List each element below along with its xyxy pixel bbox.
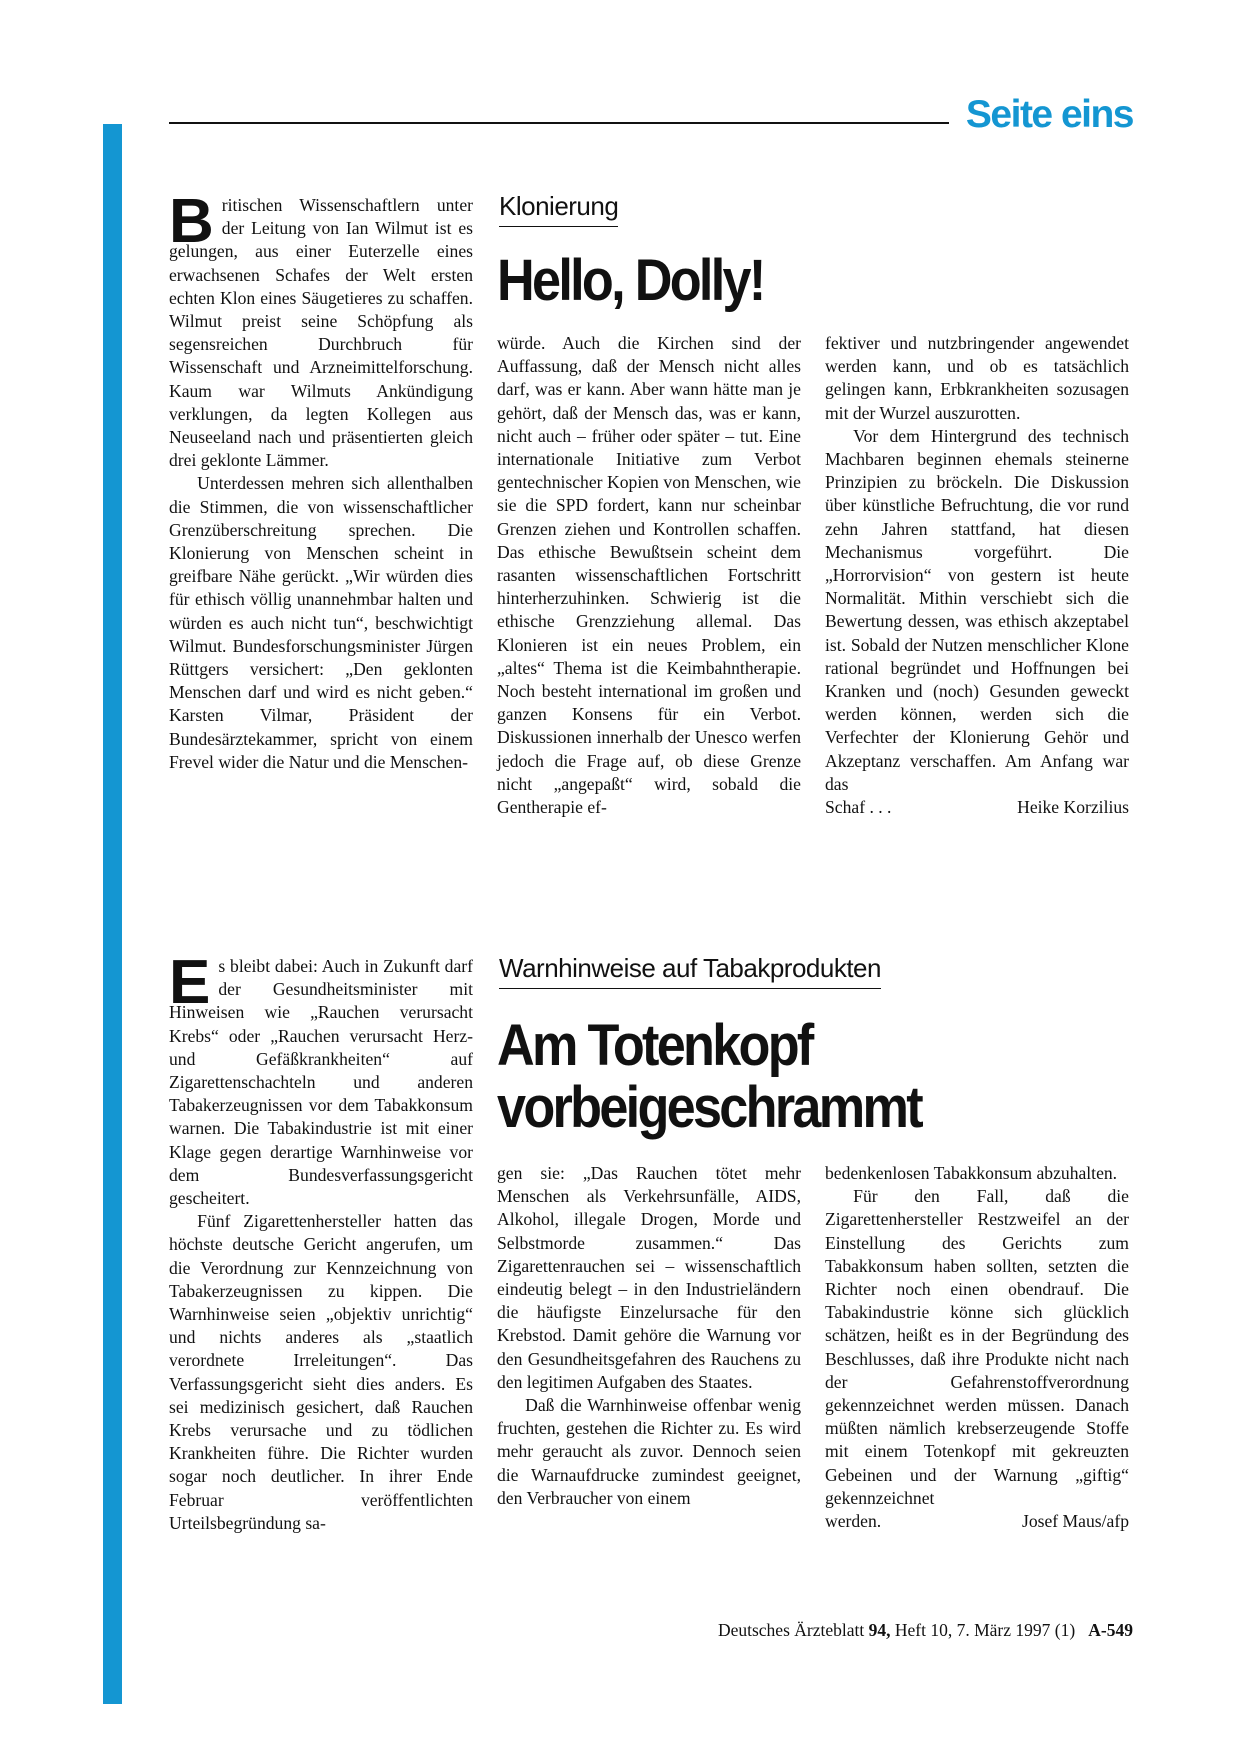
article-kicker: Klonierung — [499, 190, 618, 227]
closing-text: Schaf . . . — [825, 797, 892, 818]
paragraph: Für den Fall, daß die Zigarettenhersteller Restzweifel an der Einstellung des Gerichts zum Tabakkonsum haben sollten, setzten die Richter noch einen obendrauf. Die Tabakindustrie könne sich glücklich schätzen, heißt es in der Begründung des Beschlusses, daß ihre Produkte nicht nach der Gefahrenstoffverordnung gekennzeichnet werden müssen. Danach müßten nämlich krebserzeugende Stoffe mit einem Totenkopf mit gekreuzten Gebeinen und der Warnung „giftig“ gekennzeichnet — [825, 1186, 1129, 1508]
article-headline — [497, 1015, 921, 1139]
paragraph — [169, 948, 473, 1210]
page-footer — [718, 1620, 1133, 1641]
headline-line-1: Am Totenkopf — [497, 1013, 812, 1078]
accent-side-bar — [103, 124, 122, 1704]
paragraph — [169, 187, 473, 472]
article-column-2 — [497, 1162, 801, 1510]
dropcap: E — [169, 948, 211, 1017]
paragraph: Daß die Warnhinweise offenbar wenig fruchten, gestehen die Richter zu. Es wird mehr geraucht als zuvor. Dennoch seien die Warnaufdrucke zumindest geeignet, den Verbraucher von einem — [497, 1395, 801, 1508]
article-column-1 — [169, 948, 473, 1535]
issue-date: Heft 10, 7. März 1997 (1) — [894, 1620, 1076, 1640]
paragraph: gen sie: „Das Rauchen tötet mehr Menschen als Verkehrsunfälle, AIDS, Alkohol, illegale Drogen, Morde und Selbstmorde zusammen.“ Das Zigarettenrauchen sei – wissenschaftlich eindeutig belegt – in den Industrieländern die häufigste Einzelursache für den Krebstod. Damit gehöre die Warnung vor den Gesundheitsgefahren des Rauchens zu den legitimen Aufgaben des Staates. — [497, 1163, 801, 1392]
article-headline: Hello, Dolly! — [497, 248, 764, 313]
page-number: A-549 — [1088, 1620, 1133, 1640]
paragraph: würde. Auch die Kirchen sind der Auffassung, daß der Mensch nicht alles darf, was er kann. Aber wann hätte man je gehört, daß der Mensch das, was er kann, nicht auch – früher oder später – tut. Eine internationale Initiative zum Verbot gentechnischer Kopien von Menschen, wie sie die SPD fordert, kann nur scheinbar Grenzen ziehen und Kontrollen schaffen. Das ethische Bewußtsein scheint dem rasanten wissenschaftlichen Fortschritt hinterherzuhinken. Schwierig ist die ethische Grenzziehung allemal. Das Klonieren ist ein neues Problem, ein „altes“ Thema ist die Keimbahntherapie. Noch besteht international im großen und ganzen Konsens für ein Verbot. Diskussionen innerhalb der Unesco werfen jedoch die Frage auf, ob diese Grenze nicht „angepaßt“ wird, sobald die Gentherapie ef- — [497, 333, 801, 818]
author-byline: Josef Maus/afp — [1021, 1511, 1129, 1532]
section-label: Seite eins — [965, 93, 1133, 136]
headline-line-2: vorbeigeschrammt — [497, 1075, 921, 1140]
paragraph: Fünf Zigarettenhersteller hatten das höchste deutsche Gericht angerufen, um die Verordnung zur Kennzeichnung von Tabakerzeugnissen zu kippen. Die Warnhinweise seien „objektiv unrichtig“ und nichts anderes als „staatlich verordnete Irreleitungen“. Das Verfassungsgericht sieht dies anders. Es sei medizinisch gesichert, daß Rauchen Krebs verursache und zu tödlichen Krankheiten führe. Die Richter wurden sogar noch deutlicher. In ihrer Ende Februar veröffentlichten Urteilsbegründung sa- — [169, 1211, 473, 1533]
author-byline: Heike Korzilius — [1017, 797, 1129, 818]
article-kicker: Warnhinweise auf Tabakprodukten — [499, 952, 881, 989]
paragraph: Vor dem Hintergrund des technisch Machbaren beginnen ehemals steinerne Prinzipien zu bröckeln. Die Diskussion über künstliche Befruchtung, die vor rund zehn Jahren stattfand, hat diesen Mechanismus vorgeführt. Die „Horrorvision“ von gestern ist heute Normalität. Mithin verschiebt sich die Bewertung dessen, was ethisch akzeptabel ist. Sobald der Nutzen menschlicher Klone rational begründet und Hoffnungen bei Kranken und (noch) Gesunden geweckt werden können, werden sich die Verfechter der Klonierung Gehör und Akzeptanz verschaffen. Am Anfang war das — [825, 425, 1129, 794]
dropcap: B — [169, 187, 214, 256]
paragraph: bedenkenlosen Tabakkonsum abzuhalten. — [825, 1163, 1118, 1183]
header-rule — [169, 122, 949, 124]
article-column-2 — [497, 332, 801, 819]
article-column-3 — [825, 332, 1129, 819]
byline-row — [825, 796, 1129, 819]
journal-name: Deutsches Ärzteblatt — [717, 1620, 865, 1640]
closing-text: werden. — [825, 1511, 882, 1532]
paragraph: fektiver und nutzbringender angewendet werden kann, und ob es tatsächlich gelingen kann, Erbkrankheiten sozusagen mit der Wurzel auszurotten. — [825, 333, 1129, 423]
paragraph-text: s bleibt dabei: Auch in Zukunft darf der Gesundheitsminister mit Hinweisen wie „Rauchen verursacht Krebs“ oder „Rauchen verursacht Herz- und Gefäßkrankheiten“ auf Zigarettenschachteln und anderen Tabakerzeugnissen vor dem Tabakkonsum warnen. Die Tabakindustrie ist mit einer Klage gegen derartige Warnhinweise vor dem Bundesverfassungsgericht gescheitert. — [169, 956, 473, 1209]
journal-volume: 94, — [868, 1620, 891, 1640]
article-column-1 — [169, 187, 473, 774]
paragraph: Unterdessen mehren sich allenthalben die Stimmen, die von wissenschaftlicher Grenzüberschreitung sprechen. Die Klonierung von Menschen scheint in greifbare Nähe gerückt. „Wir würden dies für ethisch völlig unannehmbar halten und würden es auch nicht tun“, beschwichtigt Wilmut. Bundesforschungsminister Jürgen Rüttgers versichert: „Den geklonten Menschen darf und wird es nicht geben.“ Karsten Vilmar, Präsident der Bundesärztekammer, spricht von einem Frevel wider die Natur und die Menschen- — [169, 473, 473, 772]
article-column-3 — [825, 1162, 1129, 1533]
paragraph-text: ritischen Wissenschaftlern unter der Leitung von Ian Wilmut ist es gelungen, aus einer Euterzelle eines erwachsenen Schafes der Welt ersten echten Klon eines Säugetieres zu schaffen. Wilmut preist seine Schöpfung als segensreichen Durchbruch für Wissenschaft und Arzneimittelforschung. Kaum war Wilmuts Ankündigung verklungen, da legten Kollegen aus Neuseeland nach und präsentierten gleich drei geklonte Lämmer. — [169, 195, 473, 471]
byline-row — [825, 1510, 1129, 1533]
